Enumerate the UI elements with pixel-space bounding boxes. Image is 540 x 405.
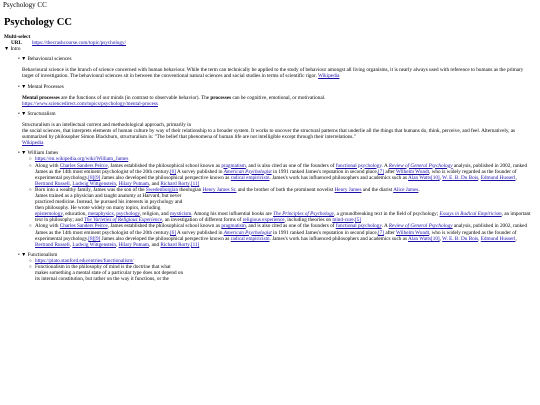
link-wundt[interactable]: Wilhelm Wundt [396, 229, 430, 236]
mental-text [22, 95, 535, 107]
multiselect-label: Multi-select [4, 34, 31, 40]
node-behavioural [18, 56, 535, 79]
cite[interactable]: [11] [190, 241, 200, 248]
link-essays[interactable]: Essays in Radical Empiricism [439, 211, 502, 218]
node-mental-title: Mental Processes [27, 83, 64, 90]
link-metaphysics[interactable]: metaphysics [87, 211, 114, 218]
link-radical-empiricism[interactable]: radical empiricism [230, 235, 270, 242]
t: James also developed the philosophical perspective known as [100, 174, 231, 181]
link-watts[interactable]: Alan Watts [408, 174, 431, 181]
link-alice[interactable]: Alice James [393, 186, 419, 193]
link-wittgenstein[interactable]: Ludwig Wittgenstein [72, 180, 116, 187]
intro-toggle[interactable]: ▼ Intro [4, 46, 21, 53]
node-functionalism-title: Functionalism [27, 251, 58, 258]
link-du-bois[interactable]: W. E. B. Du Bois [442, 174, 479, 181]
t: makes something a mental state of a particular type does not depend on [35, 270, 184, 277]
tab-title: Psychology CC [3, 1, 47, 9]
link-peirce[interactable]: Charles Sanders Peirce [59, 162, 108, 169]
link-putnam[interactable]: Hilary Putnam [118, 180, 149, 187]
t: , and [148, 241, 161, 248]
link-varieties[interactable]: The Varieties of Religious Experience [84, 217, 163, 224]
t: and the diarist [361, 186, 394, 193]
t: . James's work has influenced philosophers and academics such as [269, 174, 409, 181]
structuralism-text [22, 122, 535, 146]
node-functionalism-toggle[interactable]: • ▼ Functionalism [18, 251, 58, 258]
t: James trained as a physician and taught anatomy at Harvard, but never [35, 192, 182, 199]
behavioural-wiki-link[interactable]: Wikipedia [318, 73, 340, 80]
page [4, 14, 535, 282]
t: , an important text in philosophy; and [35, 211, 531, 224]
mental-text-b: are the functions of our minds (in contrast to observable behavior). The [59, 94, 211, 101]
cite[interactable]: [10] [431, 235, 440, 242]
page-title: Psychology CC [4, 17, 72, 28]
link-russell[interactable]: Bertrand Russell [35, 180, 70, 187]
cite[interactable]: [10] [431, 174, 440, 181]
link-rorty[interactable]: Richard Rorty [160, 241, 190, 248]
node-structuralism-title: Structuralism [27, 110, 56, 117]
t: , and is also cited as one of the founders of [245, 223, 336, 230]
list-item: ○ Along with Charles Sanders Peirce, James established the philosophical school known as pragmatism, and is also cited as one of the founders of functional psychology. A Review of General Psychology analysis, published in 2002, ranked James as the 14th most eminent psychologist of the 20th century.[6] A survey published in American Psychologist in 1991 ranked James's reputation in second place,[7] after Wilhelm Wundt, who is widely regarded as the founder of experimental psychology.[8][9] James also developed the philosophical perspective known as radical empiricism. James's work has influenced philosophers and academics such as Alan Watts[10], W. E. B. Du Bois, Edmund Husserl, Bertrand Russell, Ludwig Wittgenstein, Hilary Putnam, and Richard Rorty.[11] [29, 223, 535, 247]
link-putnam[interactable]: Hilary Putnam [118, 241, 149, 248]
t: Born into a wealthy family, James was the son of the [35, 186, 146, 193]
node-functionalism [18, 252, 535, 282]
t: , including theories on [284, 217, 333, 224]
functionalism-list [18, 258, 535, 282]
cite[interactable]: [8][9] [88, 174, 101, 181]
t: . A [381, 223, 389, 230]
structuralism-wiki-link[interactable]: Wikipedia [22, 140, 44, 147]
list-item: ○ Along with Charles Sanders Peirce, James established the philosophical school known as pragmatism, and is also cited as one of the founders of functional psychology. A Review of General Psychology analysis, published in 2002, ranked James as the 14th most eminent psychologist of the 20th century.[6] A survey published in American Psychologist in 1991 ranked James's reputation in second place,[7] after Wilhelm Wundt, who is widely regarded as the founder of experimental psychology.[8][9] James also developed the philosophical perspective known as radical empiricism. James's work has influenced philosophers and academics such as Alan Watts[10], W. E. B. Du Bois, Edmund Husserl, Bertrand Russell, Ludwig Wittgenstein, Hilary Putnam, and Richard Rorty.[11] [29, 163, 535, 187]
william-link[interactable]: https://en.wikipedia.org/wiki/William_James [35, 156, 129, 163]
link-principles[interactable]: The Principles of Psychology [273, 211, 335, 218]
mental-link[interactable]: https://www.sciencedirect.com/topics/psychology/mental-process [22, 100, 158, 107]
t: A survey published in [176, 229, 224, 236]
link-du-bois[interactable]: W. E. B. Du Bois [442, 235, 479, 242]
intro-children [18, 56, 535, 282]
structuralism-line2: the social sciences, that interprets elements of human culture by way of their relationship to a broader system. It works to uncover the structural patterns that underlie all the things that humans do, think, perceive, and feel. Alternatively, as summarized by philosopher Simon Blackburn, structuralism is: "The belief that phenomena of human life are not intelligible except through their interrelations." [22, 128, 516, 141]
t: . Among his most influential books are [191, 211, 274, 218]
behavioural-text [22, 67, 535, 79]
t: after [384, 229, 397, 236]
t: , a groundbreaking text in the field of psychology; [334, 211, 440, 218]
cite[interactable]: [6] [169, 168, 177, 175]
t: , James established the philosophical school known as [107, 223, 222, 230]
t: after [384, 168, 397, 175]
link-swedenborgian[interactable]: Swedenborgian [145, 186, 179, 193]
link-am-psych[interactable]: American Psychologist [223, 168, 272, 175]
link-husserl[interactable]: Edmund Husserl [480, 235, 516, 242]
t: analysis, published in 2002, ranked James as the 14th most eminent psychologist of the 20th century. [35, 162, 528, 175]
node-mental-toggle[interactable]: • ▼ Mental Processes [18, 83, 64, 90]
link-wittgenstein[interactable]: Ludwig Wittgenstein [72, 241, 116, 248]
link-functional-psychology[interactable]: functional psychology [335, 223, 382, 230]
t: then philosophy. He wrote widely on many topics, including [35, 205, 161, 212]
link-mysticism[interactable]: mysticism [169, 211, 192, 218]
link-pragmatism[interactable]: pragmatism [221, 162, 246, 169]
cite[interactable]: [5] [354, 217, 361, 224]
link-radical-empiricism[interactable]: radical empiricism [230, 174, 270, 181]
link-am-psych[interactable]: American Psychologist [223, 229, 272, 236]
url-link[interactable]: https://thecrashcourse.com/topic/psychology/ [31, 40, 127, 47]
t: . A [381, 162, 389, 169]
link-wundt[interactable]: Wilhelm Wundt [396, 168, 430, 175]
structuralism-line1: Structuralism is an intellectual current and methodological approach, primarily in [22, 121, 192, 128]
functionalism-link[interactable]: https://plato.stanford.edu/entries/functionalism/ [35, 257, 134, 264]
cite[interactable]: [11] [190, 180, 200, 187]
link-review[interactable]: Review of General Psychology [388, 223, 453, 230]
t: , James established the philosophical school known as [107, 162, 222, 169]
link-mind-cure[interactable]: mind-cure [332, 217, 354, 224]
mental-text-d: can be cognitive, emotional, or motivational. [231, 94, 326, 101]
link-watts[interactable]: Alan Watts [408, 235, 431, 242]
list-item: ○ Born into a wealthy family, James was the son of the Swedenborgian theologian Henry James Sr. and the brother of both the prominent novelist Henry James and the diarist Alice James. James trained as a physician and taught anatomy at Harvard, but never practiced medicine. Instead, he pursued his interests in psychology and then philosophy. He wrote widely on many topics, including epistemology, education, metaphysics, psychology, religion, and mysticism. Among his most influential books are The Principles of Psychology, a groundbreaking text in the field of psychology; Essays in Radical Empiricism, an important text in philosophy; and The Varieties of Religious Experience, an investigation of different forms of religious experience, including theories on mind-cure.[5] [29, 187, 535, 224]
t: practiced medicine. Instead, he pursued his interests in psychology and [35, 199, 183, 206]
behavioural-text-body: Behavioural science is the branch of science concerned with human behaviour. While the term can technically be applied to the study of behaviour amongst all living organisms, it is nearly always used with reference to humans as the primary target of investigation. The behavioural sciences sit in between the conventional natural sciences and social studies in terms of scientific rigor. [22, 67, 524, 80]
t: in 1991 ranked James's reputation in second place, [271, 168, 378, 175]
node-behavioural-title: Behavioural sciences [27, 56, 72, 63]
t: , religion, and [139, 211, 170, 218]
t: , and [148, 180, 161, 187]
t: Along with [35, 223, 60, 230]
cite[interactable]: [6] [169, 229, 177, 236]
t: . James's work has influenced philosophers and academics such as [269, 235, 409, 242]
node-behavioural-toggle[interactable]: • ▼ Behavioural sciences [18, 56, 72, 63]
link-husserl[interactable]: Edmund Husserl [480, 174, 516, 181]
t: A survey published in [176, 168, 224, 175]
link-rorty[interactable]: Richard Rorty [160, 180, 190, 187]
link-henry-james[interactable]: Henry James [334, 186, 362, 193]
node-mental [18, 84, 535, 107]
t: , an investigation of different forms of [162, 217, 243, 224]
link-russell[interactable]: Bertrand Russell [35, 241, 70, 248]
link-psychology[interactable]: psychology [116, 211, 140, 218]
mental-bold-a: Mental processes [22, 94, 60, 101]
cite[interactable]: [7] [377, 168, 385, 175]
t: and the brother of both the prominent novelist [236, 186, 335, 193]
link-religious-experience[interactable]: religious experience [242, 217, 285, 224]
link-henry-sr[interactable]: Henry James Sr. [202, 186, 237, 193]
t: in 1991 ranked James's reputation in second place, [271, 229, 378, 236]
cite[interactable]: [8][9] [88, 235, 101, 242]
t: analysis, published in 2002, ranked James as the 14th most eminent psychologist of the 20th century. [35, 223, 528, 236]
link-review[interactable]: Review of General Psychology [388, 162, 453, 169]
t: , and is also cited as one of the founders of [245, 162, 336, 169]
t: James also developed the philosophical perspective known as [100, 235, 231, 242]
link-epistemology[interactable]: epistemology [35, 211, 63, 218]
link-functional-psychology[interactable]: functional psychology [335, 162, 382, 169]
url-key: URL [11, 40, 22, 47]
link-peirce[interactable]: Charles Sanders Peirce [59, 223, 108, 230]
link-pragmatism[interactable]: pragmatism [221, 223, 246, 230]
t: , who is widely regarded as the founder of experimental psychology. [35, 229, 517, 242]
node-william [18, 150, 535, 248]
t: its internal constitution, but rather on the way it functions, or the [35, 276, 169, 283]
list-item [29, 264, 535, 282]
t: theologian [178, 186, 203, 193]
cite[interactable]: [7] [377, 229, 385, 236]
node-structuralism [18, 111, 535, 146]
node-william-toggle[interactable]: • ▼ William James [18, 150, 59, 157]
intro-label: Intro [10, 46, 21, 53]
t: Functionalism in the philosophy of mind is the doctrine that what [35, 264, 171, 270]
t: , who is widely regarded as the founder of experimental psychology. [35, 168, 517, 181]
node-structuralism-toggle[interactable]: • ▼ Structuralism [18, 110, 56, 117]
mental-bold-c: processes [210, 94, 232, 101]
t: Along with [35, 162, 60, 169]
t: , education, [62, 211, 88, 218]
william-list [18, 156, 535, 247]
node-william-title: William James [27, 150, 59, 157]
